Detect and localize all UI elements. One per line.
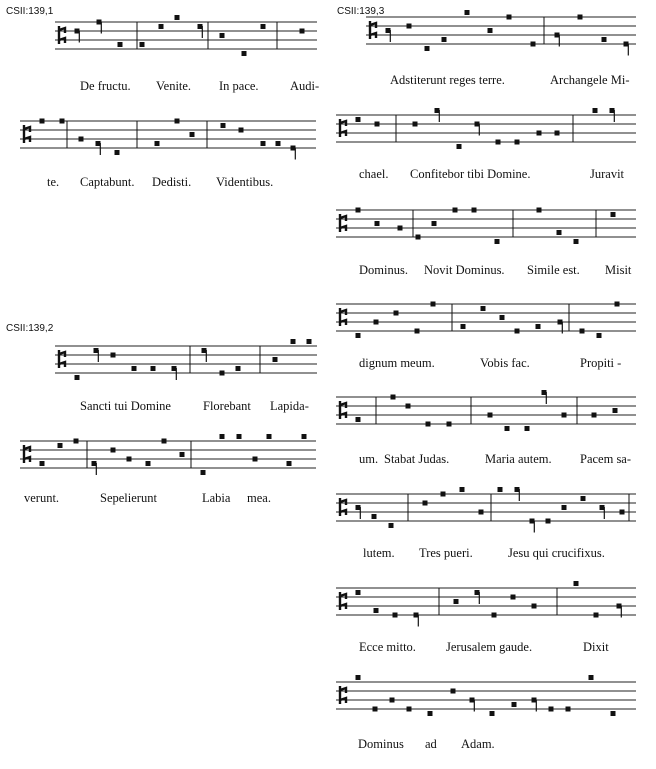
- neume-note: [75, 375, 80, 380]
- neume-note: [220, 434, 225, 439]
- neume-note: [453, 208, 458, 213]
- neume-note: [481, 306, 486, 311]
- lyric-syllable: Sancti tui Domine: [80, 399, 171, 413]
- lyric-syllable: Dixit: [583, 640, 609, 654]
- neume-note: [589, 675, 594, 680]
- neume-note: [578, 15, 583, 20]
- lyric-syllable: Propiti -: [580, 356, 622, 370]
- lyric-syllable: Adstiterunt reges terre.: [390, 73, 505, 87]
- neume-note: [201, 470, 206, 475]
- section-label-139-2: CSII:139,2: [6, 323, 54, 334]
- neume-note: [566, 707, 571, 712]
- lyric-syllable: te.: [47, 175, 60, 189]
- neume-note: [428, 711, 433, 716]
- neume-note: [175, 119, 180, 124]
- lyric-syllable: Florebant: [203, 399, 251, 413]
- neume-note: [162, 439, 167, 444]
- neume-note: [615, 302, 620, 307]
- neume-note: [267, 434, 272, 439]
- neume-note: [375, 221, 380, 226]
- lyric-syllable: Audi-: [290, 79, 320, 93]
- neume-note: [496, 140, 501, 145]
- neume-note: [291, 339, 296, 344]
- neume-note: [406, 404, 411, 409]
- c-clef-icon: [370, 21, 376, 39]
- neume-note: [549, 707, 554, 712]
- neume-note: [431, 302, 436, 307]
- neume-note: [374, 608, 379, 613]
- neume-note: [307, 339, 312, 344]
- neume-note: [356, 117, 361, 122]
- neume-note: [451, 689, 456, 694]
- neume-note: [505, 426, 510, 431]
- section-label-139-3: CSII:139,3: [337, 6, 385, 17]
- neume-note: [287, 461, 292, 466]
- neume-note: [479, 510, 484, 515]
- neume-note: [111, 448, 116, 453]
- lyric-syllable: In pace.: [219, 79, 259, 93]
- neume-note: [426, 422, 431, 427]
- lyric-syllable: um.: [359, 452, 379, 466]
- neume-note: [611, 711, 616, 716]
- neume-note: [74, 439, 79, 444]
- neume-note: [127, 457, 132, 462]
- neume-note: [356, 590, 361, 595]
- neume-note: [531, 42, 536, 47]
- lyric-syllable: Adam.: [461, 737, 495, 751]
- neume-note: [562, 413, 567, 418]
- lyric-syllable: lutem.: [363, 546, 395, 560]
- neume-note: [574, 239, 579, 244]
- neume-note: [495, 239, 500, 244]
- neume-note: [356, 675, 361, 680]
- c-clef-icon: [340, 119, 346, 137]
- neume-note: [373, 707, 378, 712]
- neume-note: [261, 141, 266, 146]
- lyric-syllable: Maria autem.: [485, 452, 552, 466]
- neume-note: [515, 329, 520, 334]
- lyric-syllable: Jesu qui crucifixus.: [508, 546, 605, 560]
- lyric-syllable: Pacem sa-: [580, 452, 632, 466]
- lyric-syllable: Ecce mitto.: [359, 640, 416, 654]
- lyric-syllable: chael.: [359, 167, 389, 181]
- neume-note: [432, 221, 437, 226]
- neume-note: [375, 122, 380, 127]
- neume-note: [356, 208, 361, 213]
- lyric-syllable: De fructu.: [80, 79, 131, 93]
- neume-note: [492, 613, 497, 618]
- lyric-syllable: Videntibus.: [216, 175, 274, 189]
- c-clef-icon: [24, 445, 30, 463]
- neume-note: [221, 123, 226, 128]
- neume-note: [356, 333, 361, 338]
- neume-note: [220, 33, 225, 38]
- neume-note: [537, 208, 542, 213]
- neume-note: [242, 51, 247, 56]
- lyric-syllable: Dominus: [358, 737, 404, 751]
- neume-note: [393, 613, 398, 618]
- lyric-syllable: Misit: [605, 263, 632, 277]
- lyric-syllable: Archangele Mi-: [550, 73, 630, 87]
- neume-note: [507, 15, 512, 20]
- neume-note: [594, 613, 599, 618]
- neume-note: [593, 108, 598, 113]
- neume-note: [180, 452, 185, 457]
- neume-note: [536, 324, 541, 329]
- neume-note: [490, 711, 495, 716]
- neume-note: [532, 604, 537, 609]
- neume-note: [555, 131, 560, 136]
- neume-note: [111, 353, 116, 358]
- c-clef-icon: [340, 401, 346, 419]
- neume-note: [557, 230, 562, 235]
- lyric-syllable: Jerusalem gaude.: [446, 640, 533, 654]
- neume-note: [60, 119, 65, 124]
- neume-note: [398, 226, 403, 231]
- neume-note: [500, 315, 505, 320]
- lyric-syllable: Tres pueri.: [419, 546, 473, 560]
- neume-note: [253, 457, 258, 462]
- neume-note: [300, 29, 305, 34]
- neume-note: [472, 208, 477, 213]
- neume-note: [302, 434, 307, 439]
- lyric-syllable: Juravit: [590, 167, 625, 181]
- neume-note: [415, 329, 420, 334]
- c-clef-icon: [340, 686, 346, 704]
- neume-note: [407, 24, 412, 29]
- neume-note: [454, 599, 459, 604]
- lyric-syllable: Novit Dominus.: [424, 263, 505, 277]
- neume-note: [390, 698, 395, 703]
- neume-note: [611, 212, 616, 217]
- lyric-syllable: Confitebor tibi Domine.: [410, 167, 531, 181]
- c-clef-icon: [59, 350, 65, 368]
- neume-note: [613, 408, 618, 413]
- neume-note: [546, 519, 551, 524]
- neume-note: [356, 417, 361, 422]
- neume-note: [220, 371, 225, 376]
- neume-note: [580, 329, 585, 334]
- lyric-syllable: Dominus.: [359, 263, 408, 277]
- neume-note: [581, 496, 586, 501]
- neume-note: [261, 24, 266, 29]
- neume-note: [374, 320, 379, 325]
- neume-note: [457, 144, 462, 149]
- neume-note: [276, 141, 281, 146]
- neume-note: [175, 15, 180, 20]
- neume-note: [413, 122, 418, 127]
- neume-note: [58, 443, 63, 448]
- neume-note: [425, 46, 430, 51]
- neume-note: [159, 24, 164, 29]
- neume-note: [236, 366, 241, 371]
- neume-note: [146, 461, 151, 466]
- lyric-syllable: mea.: [247, 491, 271, 505]
- lyric-syllable: Vobis fac.: [480, 356, 530, 370]
- neume-note: [372, 514, 377, 519]
- neume-note: [602, 37, 607, 42]
- neume-note: [391, 395, 396, 400]
- neume-note: [562, 505, 567, 510]
- lyric-syllable: Labia: [202, 491, 231, 505]
- c-clef-icon: [340, 592, 346, 610]
- lyric-syllable: Sepelierunt: [100, 491, 157, 505]
- neume-note: [515, 140, 520, 145]
- lyric-syllable: verunt.: [24, 491, 60, 505]
- neume-note: [592, 413, 597, 418]
- neume-note: [389, 523, 394, 528]
- neume-note: [115, 150, 120, 155]
- lyric-syllable: Stabat Judas.: [384, 452, 450, 466]
- neume-note: [512, 702, 517, 707]
- neume-note: [620, 510, 625, 515]
- c-clef-icon: [59, 26, 65, 44]
- neume-note: [416, 235, 421, 240]
- section-label-139-1: CSII:139,1: [6, 6, 54, 17]
- neume-note: [511, 595, 516, 600]
- lyric-syllable: Captabunt.: [80, 175, 135, 189]
- neume-note: [460, 487, 465, 492]
- neume-note: [488, 28, 493, 33]
- neume-note: [151, 366, 156, 371]
- lyric-syllable: Simile est.: [527, 263, 580, 277]
- neume-note: [498, 487, 503, 492]
- neume-note: [40, 461, 45, 466]
- neume-note: [239, 128, 244, 133]
- neume-note: [40, 119, 45, 124]
- neume-note: [597, 333, 602, 338]
- neume-note: [273, 357, 278, 362]
- neume-note: [79, 137, 84, 142]
- neume-note: [155, 141, 160, 146]
- neume-note: [140, 42, 145, 47]
- neume-note: [488, 413, 493, 418]
- neume-note: [237, 434, 242, 439]
- lyric-syllable: Dedisti.: [152, 175, 192, 189]
- neume-note: [447, 422, 452, 427]
- lyric-syllable: ad: [425, 737, 437, 751]
- neume-note: [407, 707, 412, 712]
- neume-note: [537, 131, 542, 136]
- neume-note: [132, 366, 137, 371]
- neume-note: [442, 37, 447, 42]
- c-clef-icon: [24, 125, 30, 143]
- c-clef-icon: [340, 214, 346, 232]
- neume-note: [118, 42, 123, 47]
- neume-note: [394, 311, 399, 316]
- c-clef-icon: [340, 498, 346, 516]
- lyric-syllable: Venite.: [156, 79, 192, 93]
- neume-note: [461, 324, 466, 329]
- neume-note: [441, 492, 446, 497]
- lyric-syllable: Lapida-: [270, 399, 309, 413]
- neume-note: [190, 132, 195, 137]
- c-clef-icon: [340, 308, 346, 326]
- neume-note: [574, 581, 579, 586]
- lyric-syllable: dignum meum.: [359, 356, 435, 370]
- neume-note: [423, 501, 428, 506]
- neume-note: [525, 426, 530, 431]
- neume-note: [465, 10, 470, 15]
